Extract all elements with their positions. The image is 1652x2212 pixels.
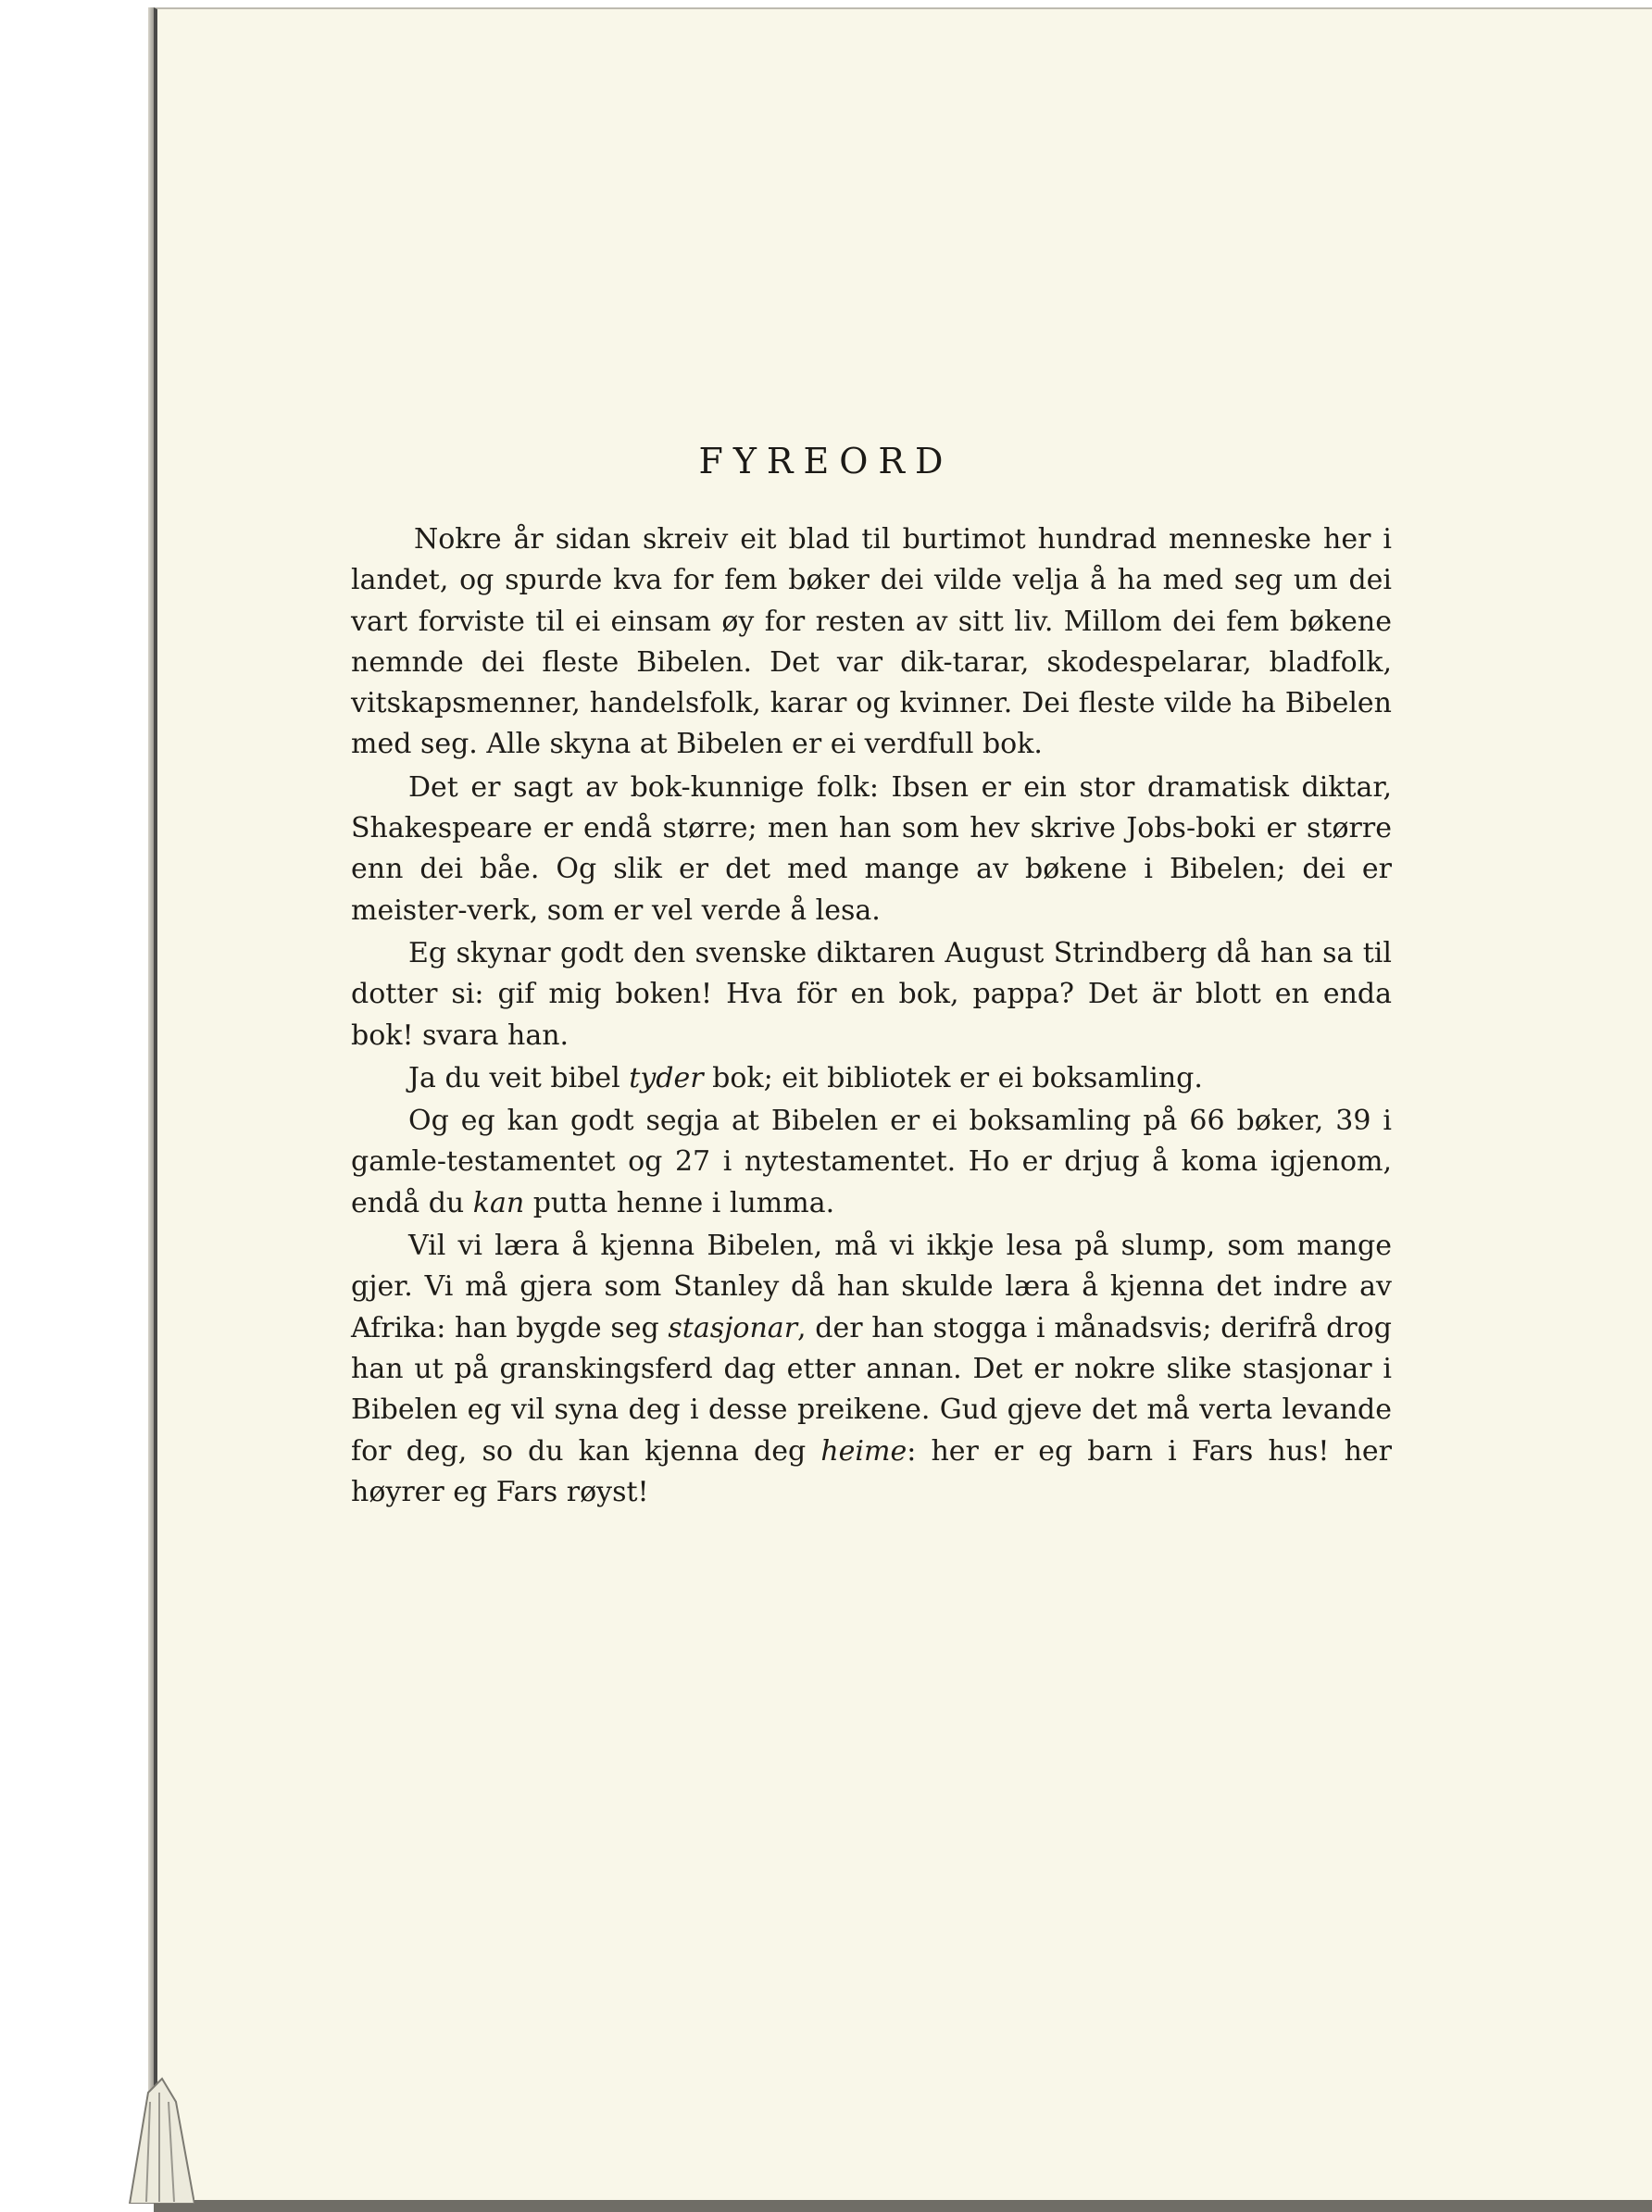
emphasized-text: kan — [472, 1186, 525, 1219]
paragraph-text: Eg skynar godt den svenske diktaren August Strindberg då han sa til dotter si: gif mig boken! Hva för en bok, pappa? Det är blott en enda bok! svara han. — [351, 936, 1392, 1052]
preface-paragraph — [351, 1226, 1392, 1513]
paragraph-text: Det er sagt av bok-kunnige folk: Ibsen er ein stor dramatisk diktar, Shakespeare er endå større; men han som hev skrive Jobs-boki er større enn dei båe. Og slik er det med mange av bøkene i Bibelen; dei er meister-verk, som er vel verde å lesa. — [351, 770, 1392, 927]
paragraph-text: Vil vi læra å kjenna Bibelen, må vi ikkje lesa på slump, som mange gjer. Vi må gjera som Stanley då han skulde læra å kjenna det indre av Afrika: han bygde seg — [351, 1230, 1392, 1344]
emphasized-text: tyder — [629, 1061, 704, 1094]
emphasized-text: stasjonar — [668, 1311, 798, 1344]
paragraph-text: : her er eg barn i Fars hus! her høyrer eg Fars røyst! — [351, 1434, 1393, 1508]
paragraph-text: Nokre år sidan skreiv eit blad til burtimot hundrad menneske her i landet, og spurde kva for fem bøker dei vilde velja å ha med seg um dei vart forviste til ei einsam øy for resten av sitt liv. Millom dei fem bøkene nemnde dei fleste Bibelen. Det var dik-tarar, skodespelarar, bladfolk, vitskapsmenner, handelsfolk, karar og kvinner. Dei fleste vilde ha Bibelen med seg. Alle skyna at Bibelen er ei verdfull bok. — [351, 523, 1392, 761]
paragraph-text: Og eg kan godt segja at Bibelen er ei boksamling på 66 bøker, 39 i gamle-testamentet og 27 i nytestamentet. Ho er drjug å koma igjenom, endå du — [351, 1105, 1392, 1219]
emphasized-text: heime — [820, 1434, 907, 1468]
page-title: FYREORD — [698, 441, 954, 481]
paragraph-text: Ja du veit bibel — [408, 1061, 630, 1094]
scanner-bottom-edge — [154, 2200, 1652, 2212]
torn-corner-graphic — [93, 2074, 194, 2204]
preface-body — [351, 519, 1392, 1515]
preface-paragraph — [351, 768, 1392, 931]
paragraph-text: , der han stogga i månadsvis; derifrå drog han ut på granskingsferd dag etter annan. Det er nokre slike stasjonar i Bibelen eg vil syna deg i desse preikene. Gud gjeve det må verta levande for deg, so du kan kjenna deg — [351, 1311, 1392, 1468]
preface-paragraph — [351, 519, 1392, 766]
preface-paragraph — [351, 933, 1392, 1056]
preface-paragraph — [351, 1058, 1392, 1099]
preface-paragraph — [351, 1101, 1392, 1224]
paragraph-text: putta henne i lumma. — [524, 1186, 835, 1219]
paragraph-text: bok; eit bibliotek er ei boksamling. — [703, 1061, 1203, 1094]
